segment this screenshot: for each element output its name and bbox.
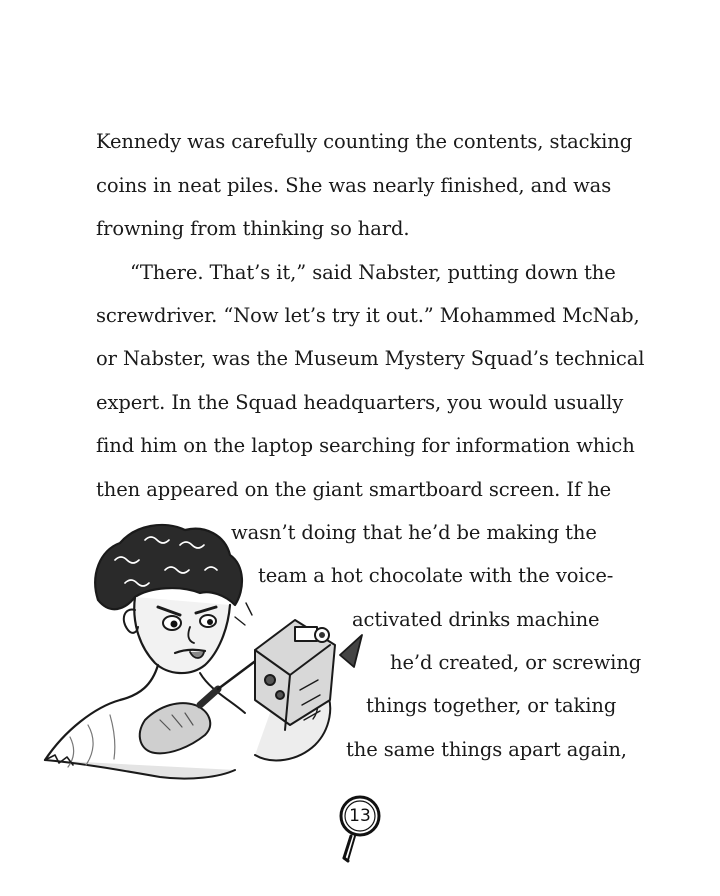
text-line-10: wasn’t doing that he’d be making the (231, 521, 597, 544)
text-line-15: the same things apart again, (346, 738, 627, 761)
text-line-14: things together, or taking (366, 694, 617, 717)
text-line-11: team a hot chocolate with the voice- (258, 564, 614, 587)
text-line-3: frowning from thinking so hard. (96, 217, 410, 240)
magnifying-glass-icon (338, 792, 396, 874)
text-line-12: activated drinks machine (352, 608, 600, 631)
boy-with-gadget-illustration (40, 515, 370, 790)
text-line-6: or Nabster, was the Museum Mystery Squad’s technical (96, 347, 645, 370)
text-line-5: screwdriver. “Now let’s try it out.” Mohammed McNab, (96, 304, 640, 327)
text-line-7: expert. In the Squad headquarters, you would usually (96, 391, 624, 414)
text-line-1: Kennedy was carefully counting the contents, stacking (96, 130, 633, 153)
page-number: 13 (349, 806, 371, 826)
text-line-2: coins in neat piles. She was nearly finished, and was (96, 174, 612, 197)
page-number-marker (338, 792, 396, 874)
text-line-4: “There. That’s it,” said Nabster, putting down the (130, 261, 616, 284)
text-line-9: then appeared on the giant smartboard screen. If he (96, 478, 612, 501)
text-line-13: he’d created, or screwing (390, 651, 642, 674)
text-line-8: find him on the laptop searching for information which (96, 434, 635, 457)
